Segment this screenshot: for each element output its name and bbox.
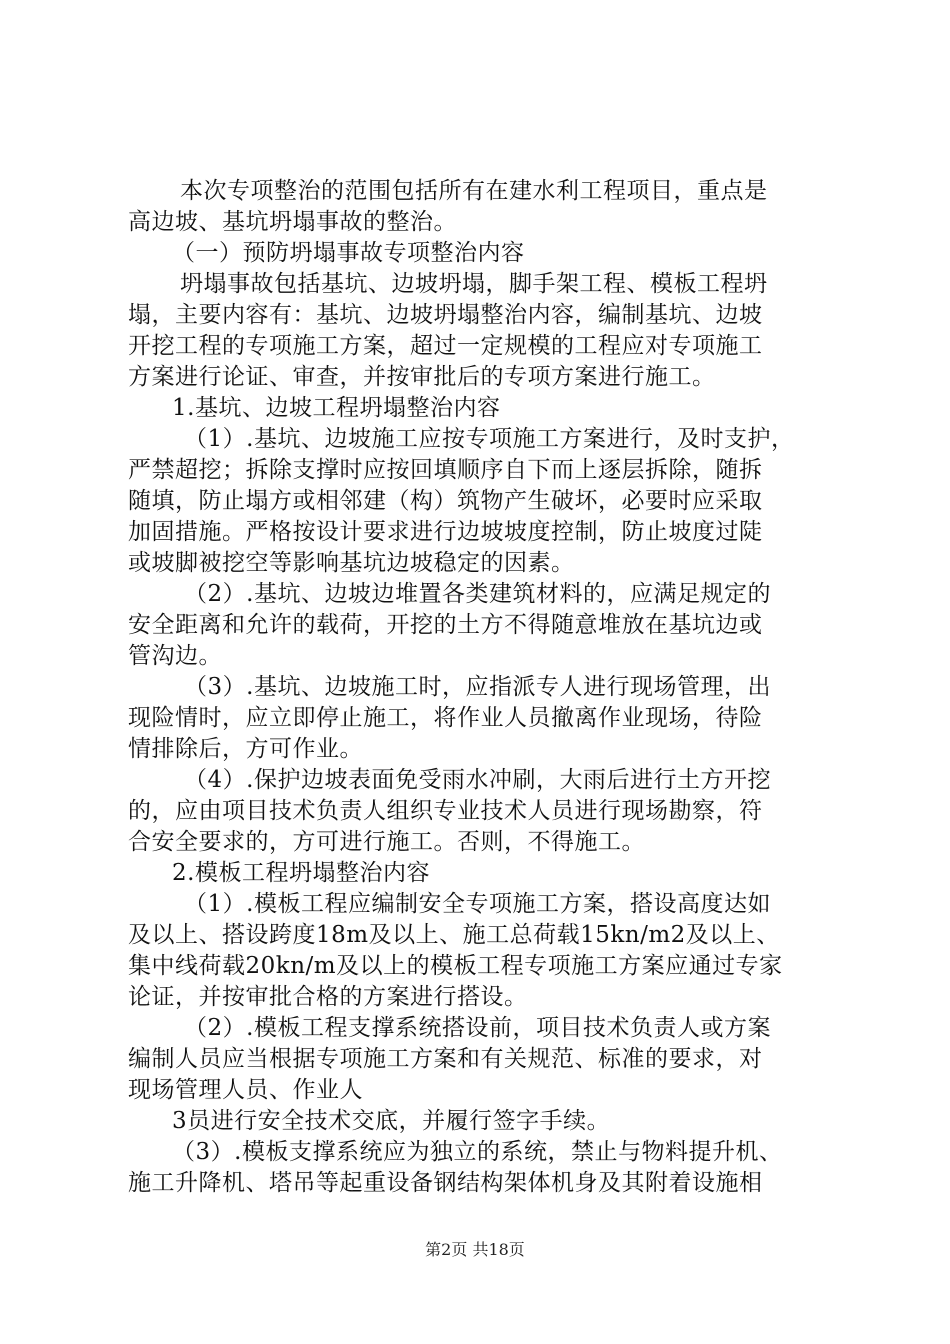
text-line: 集中线荷载20kn/m及以上的模板工程专项施工方案应通过专家 xyxy=(128,953,783,979)
text-line: 加固措施。严格按设计要求进行边坡坡度控制，防止坡度过陡 xyxy=(128,519,763,545)
text-line: 2.模板工程坍塌整治内容 xyxy=(172,860,430,886)
text-line: （1）.模板工程应编制安全专项施工方案，搭设高度达如 xyxy=(184,891,771,917)
text-line: 塌，主要内容有：基坑、边坡坍塌整治内容，编制基坑、边坡 xyxy=(128,302,763,328)
text-line: 高边坡、基坑坍塌事故的整治。 xyxy=(128,209,457,235)
text-line: 严禁超挖；拆除支撑时应按回填顺序自下而上逐层拆除，随拆 xyxy=(128,457,763,483)
text-line: （一）预防坍塌事故专项整治内容 xyxy=(172,240,525,266)
text-line: 或坡脚被挖空等影响基坑边坡稳定的因素。 xyxy=(128,550,575,576)
text-line: 3员进行安全技术交底，并履行签字手续。 xyxy=(172,1108,611,1134)
text-line: （3）.基坑、边坡施工时，应指派专人进行现场管理，出 xyxy=(184,674,771,700)
text-line: 开挖工程的专项施工方案，超过一定规模的工程应对专项施工 xyxy=(128,333,763,359)
text-line: 本次专项整治的范围包括所有在建水利工程项目，重点是 xyxy=(180,178,768,204)
text-line: 安全距离和允许的载荷，开挖的土方不得随意堆放在基坑边或 xyxy=(128,612,763,638)
text-line: 及以上、搭设跨度18m及以上、施工总荷载15kn/m2及以上、 xyxy=(128,922,780,948)
text-line: （3）.模板支撑系统应为独立的系统，禁止与物料提升机、 xyxy=(172,1139,783,1165)
text-line: 编制人员应当根据专项施工方案和有关规范、标准的要求，对 xyxy=(128,1046,763,1072)
text-line: （1）.基坑、边坡施工应按专项施工方案进行，及时支护， xyxy=(184,426,795,452)
text-line: （4）.保护边坡表面免受雨水冲刷，大雨后进行土方开挖 xyxy=(184,767,771,793)
text-line: （2）.基坑、边坡边堆置各类建筑材料的，应满足规定的 xyxy=(184,581,771,607)
text-line: 方案进行论证、审查，并按审批后的专项方案进行施工。 xyxy=(128,364,716,390)
text-line: 的，应由项目技术负责人组织专业技术人员进行现场勘察，符 xyxy=(128,798,763,824)
text-line: 现场管理人员、作业人 xyxy=(128,1077,363,1103)
text-line: 论证，并按审批合格的方案进行搭设。 xyxy=(128,984,528,1010)
document-body xyxy=(128,176,848,1199)
text-line: 情排除后，方可作业。 xyxy=(128,736,363,762)
text-line: （2）.模板工程支撑系统搭设前，项目技术负责人或方案 xyxy=(184,1015,771,1041)
text-line: 坍塌事故包括基坑、边坡坍塌，脚手架工程、模板工程坍 xyxy=(180,271,768,297)
text-line: 管沟边。 xyxy=(128,643,222,669)
page-footer: 第2页 共18页 xyxy=(425,1240,525,1259)
text-line: 合安全要求的，方可进行施工。否则，不得施工。 xyxy=(128,829,645,855)
text-line: 施工升降机、塔吊等起重设备钢结构架体机身及其附着设施相 xyxy=(128,1170,763,1196)
text-line: 随填，防止塌方或相邻建（构）筑物产生破坏，必要时应采取 xyxy=(128,488,763,514)
text-line: 现险情时，应立即停止施工，将作业人员撤离作业现场，待险 xyxy=(128,705,763,731)
text-line: 1.基坑、边坡工程坍塌整治内容 xyxy=(172,395,501,421)
